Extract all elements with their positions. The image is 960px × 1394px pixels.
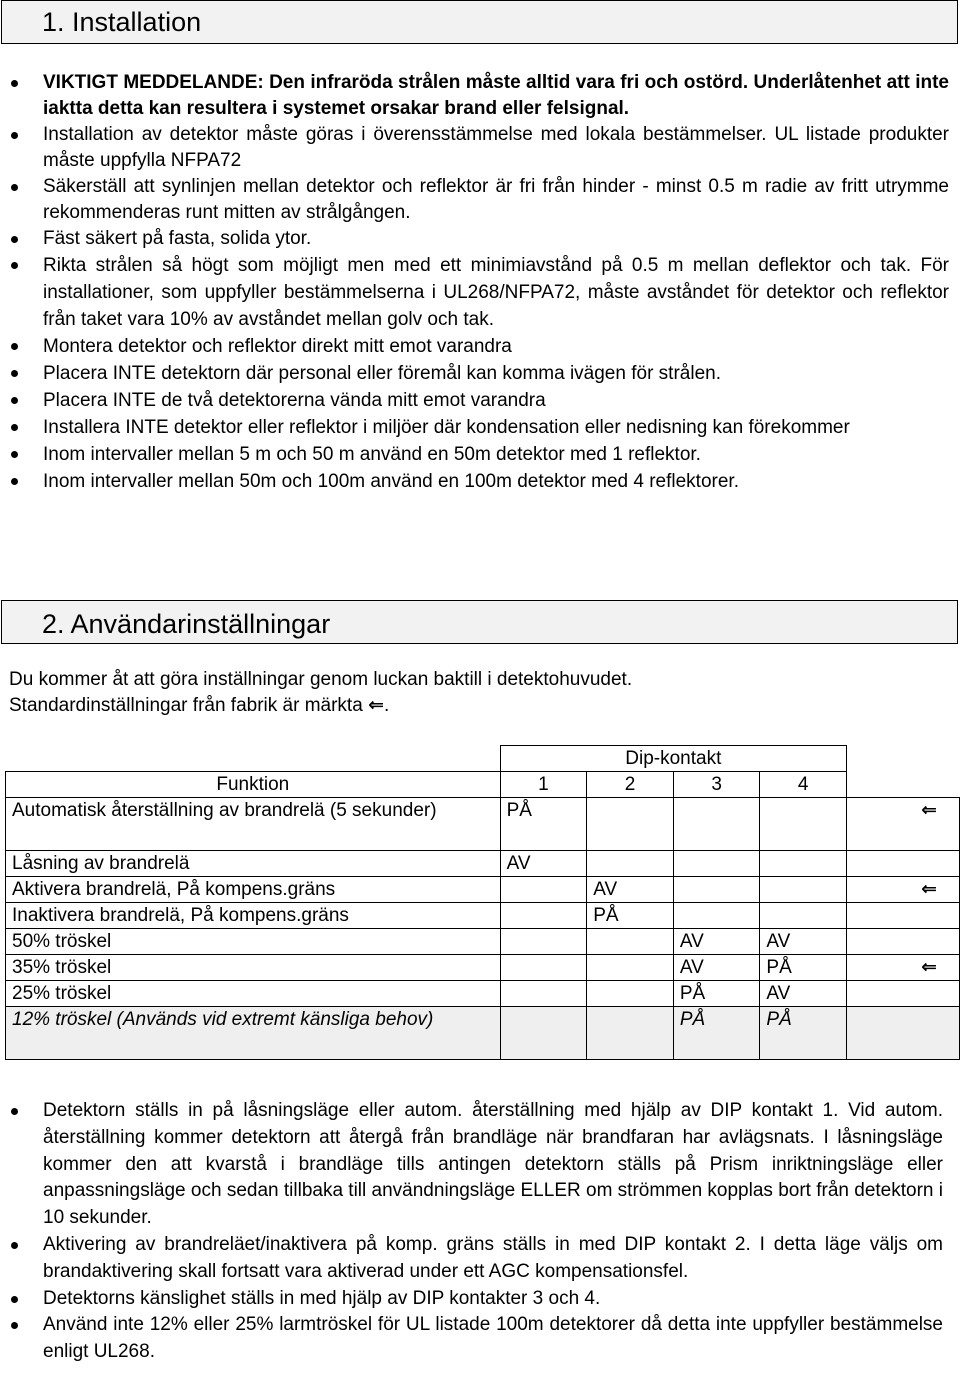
section-2-intro: [9, 667, 632, 719]
list-item: Rikta strålen så högt som möjligt men med ett minimiavstånd på 0.5 m mellan deflektor och tak. För installationer, som uppfyller bestämmelserna i UL268/NFPA72, måste avståndet för detektor och reflektor från taket vara 10% av avståndet mellan golv och tak.: [0, 252, 949, 333]
installation-list: [0, 70, 949, 495]
dip-group-header: Dip-kontakt: [500, 746, 846, 772]
table-row: Inaktivera brandrelä, På kompens.gräns PÅ: [6, 903, 960, 929]
table-row: 12% tröskel (Används vid extremt känsliga behov) PÅ PÅ: [6, 1007, 960, 1060]
list-item: Placera INTE detektorn där personal eller föremål kan komma ivägen för strålen.: [0, 360, 949, 387]
section-1-heading: [1, 0, 958, 44]
table-row: Låsning av brandrelä AV: [6, 851, 960, 877]
list-item: Använd inte 12% eller 25% larmtröskel för UL listade 100m detektorer då detta inte uppfyller bestämmelse enligt UL268.: [0, 1312, 943, 1366]
list-item: VIKTIGT MEDDELANDE: Den infraröda strålen måste alltid vara fri och ostörd. Underlåtenhet att inte iaktta detta kan resultera i systemet orsakar brand eller felsignal.: [0, 70, 949, 122]
table-row: 35% tröskel AV PÅ ⇐: [6, 955, 960, 981]
table-row: Automatisk återställning av brandrelä (5 sekunder) PÅ ⇐: [6, 798, 960, 851]
section-2-heading: [1, 600, 958, 644]
section-1-title: 1. Installation: [42, 7, 202, 37]
intro-line-1: Du kommer åt att göra inställningar genom luckan baktill i detektohuvudet.: [9, 669, 633, 690]
dip-switch-table: [5, 745, 960, 1060]
list-item: Montera detektor och reflektor direkt mitt emot varandra: [0, 333, 949, 360]
switch-header-3: 3: [673, 772, 760, 798]
settings-notes-list: [0, 1098, 960, 1366]
list-item: Detektorns känslighet ställs in med hjälp av DIP kontakter 3 och 4.: [0, 1286, 943, 1313]
list-item: Installation av detektor måste göras i överensstämmelse med lokala bestämmelser. UL listade produkter måste uppfylla NFPA72: [0, 122, 949, 174]
default-arrow-icon: ⇐: [847, 955, 960, 981]
list-item: Fäst säkert på fasta, solida ytor.: [0, 226, 949, 252]
switch-header-2: 2: [587, 772, 674, 798]
list-item: Inom intervaller mellan 5 m och 50 m använd en 50m detektor med 1 reflektor.: [0, 441, 949, 468]
switch-header-4: 4: [760, 772, 847, 798]
list-item: Placera INTE de två detektorerna vända mitt emot varandra: [0, 387, 949, 414]
default-arrow-icon: ⇐: [847, 798, 960, 851]
table-header-row: [6, 772, 960, 798]
function-header: Funktion: [6, 772, 501, 798]
table-row: 50% tröskel AV AV: [6, 929, 960, 955]
switch-header-1: 1: [500, 772, 587, 798]
intro-line-2: Standardinställningar från fabrik är märkta ⇐.: [9, 695, 390, 716]
default-arrow-icon: ⇐: [847, 877, 960, 903]
table-group-header-row: [6, 746, 960, 772]
table-row: 25% tröskel PÅ AV: [6, 981, 960, 1007]
table-row: Aktivera brandrelä, På kompens.gräns AV ⇐: [6, 877, 960, 903]
section-2-title: 2. Användarinställningar: [42, 609, 331, 639]
list-item: Installera INTE detektor eller reflektor i miljöer där kondensation eller nedisning kan förekommer: [0, 414, 949, 441]
list-item: Säkerställ att synlinjen mellan detektor och reflektor är fri från hinder - minst 0.5 m radie av fritt utrymme rekommenderas runt mitten av strålgången.: [0, 174, 949, 226]
list-item: Inom intervaller mellan 50m och 100m använd en 100m detektor med 4 reflektorer.: [0, 468, 949, 495]
list-item: Detektorn ställs in på låsningsläge eller autom. återställning med hjälp av DIP kontakt 1. Vid autom. återställning kommer detektorn att återgå från brandläge när brandfaran har avlägsnats. I låsningsläge kommer den att kvarstå i brandläge tills antingen detektorn ställs på Prism inriktningsläge eller anpassningsläge och sedan tillbaka till användningsläge ELLER om strömmen kopplas bort från detektorn i 10 sekunder.: [0, 1098, 943, 1232]
default-arrow-icon: ⇐: [368, 695, 384, 716]
list-item: Aktivering av brandreläet/inaktivera på komp. gräns ställs in med DIP kontakt 2. I detta läge väljs om brandaktivering skall fortsatt vara aktiverad under ett AGC kompensationsfel.: [0, 1232, 943, 1286]
